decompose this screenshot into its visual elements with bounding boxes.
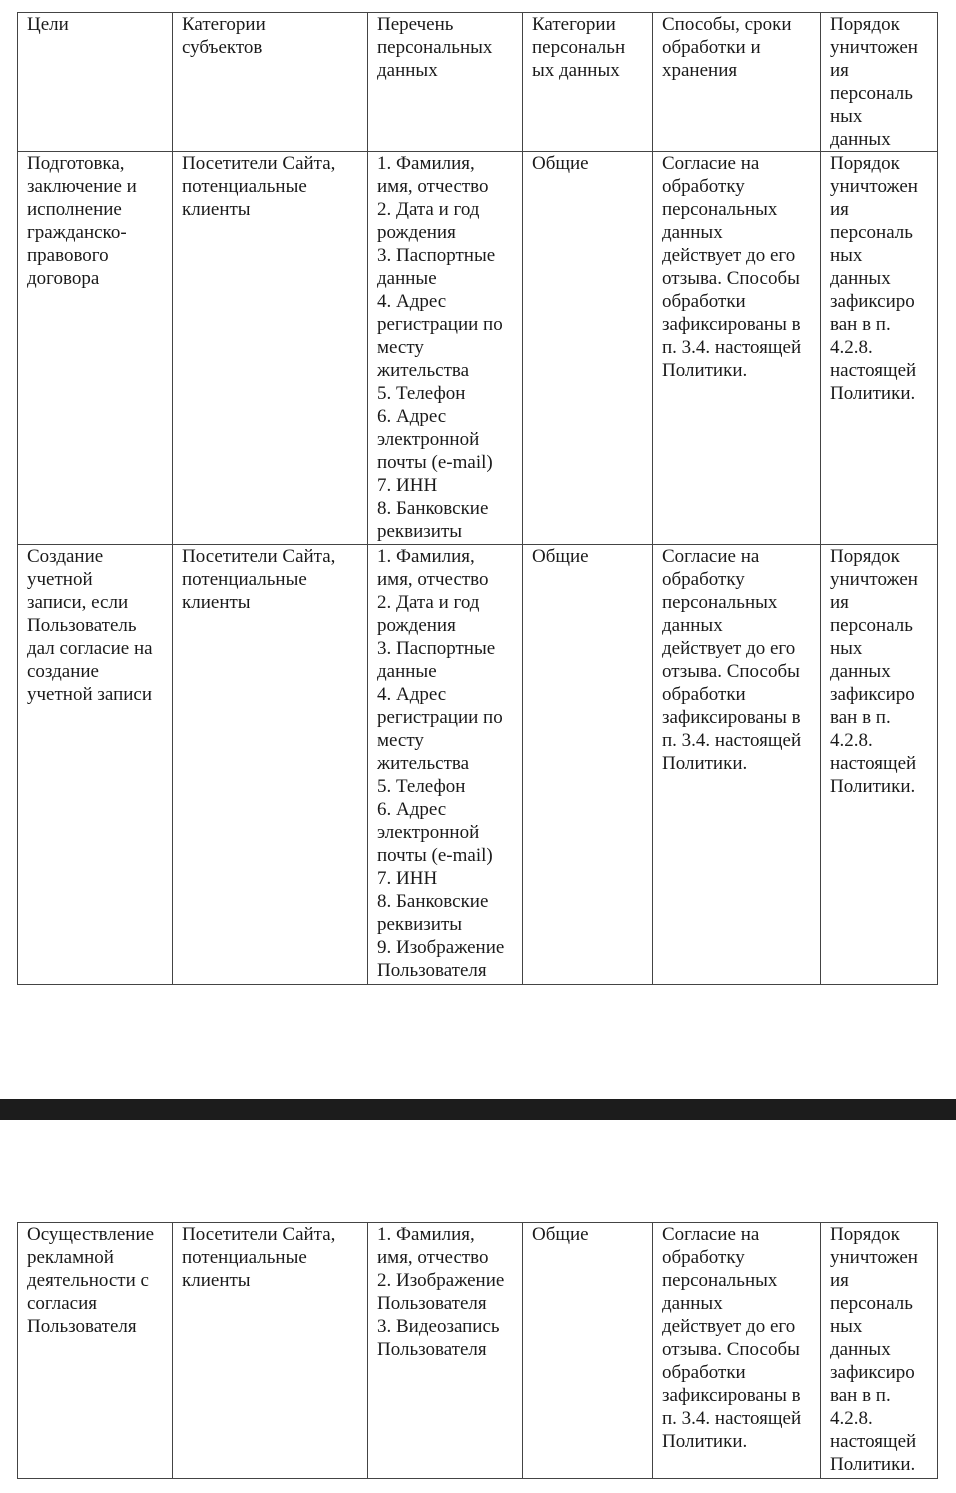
cell-text-line: потенциальные — [182, 569, 307, 590]
table-row — [18, 545, 938, 985]
cell-text-line: почты (e-mail) — [377, 452, 493, 473]
cell-text-line: 2. Изображение — [377, 1270, 505, 1291]
cell-text-line: 4. Адрес — [377, 684, 447, 705]
cell-text-line: ия — [830, 1270, 849, 1291]
cell-text-line: Подготовка, — [27, 153, 125, 174]
cell-text-line: персональных — [662, 592, 778, 613]
purpose-cell — [18, 152, 173, 545]
cell-text-line: клиенты — [182, 199, 251, 220]
cell-text-line: Политики. — [830, 383, 916, 404]
cell-text-line: данных — [830, 1339, 891, 1360]
cell-text-line: Политики. — [830, 1454, 916, 1475]
cell-text-line: правового — [27, 245, 109, 266]
cell-text-line: Политики. — [662, 1431, 748, 1452]
cell-text-line: Создание — [27, 546, 104, 567]
cell-text-line: уничтожен — [830, 37, 918, 58]
cell-text-line: Категории — [182, 14, 266, 35]
cell-text-line: Способы, сроки — [662, 14, 792, 35]
cell-text-line: 3. Видеозапись — [377, 1316, 500, 1337]
cell-text-line: 5. Телефон — [377, 383, 466, 404]
personal-data-table — [17, 12, 938, 985]
cell-text-line: персональ — [830, 222, 913, 243]
cell-text-line: учетной записи — [27, 684, 153, 705]
personal-data-table-continued — [17, 1222, 938, 1479]
cell-text-line: месту — [377, 337, 424, 358]
cell-text-line: учетной — [27, 569, 93, 590]
header-cell — [523, 13, 653, 152]
cell-text-line: 7. ИНН — [377, 475, 438, 496]
cell-text-line: Пользователя — [377, 960, 487, 981]
header-cell — [368, 13, 523, 152]
cell-text-line: Осуществление — [27, 1224, 155, 1245]
cell-text-line: Порядок — [830, 1224, 900, 1245]
cell-text-line: ван в п. — [830, 707, 891, 728]
cell-text-line: отзыва. Способы — [662, 661, 800, 682]
cell-text-line: заключение и — [27, 176, 137, 197]
destruction-cell — [821, 1223, 938, 1479]
cell-text-line: жительства — [377, 360, 470, 381]
cell-text-line: Политики. — [662, 360, 748, 381]
cell-text-line: Категории — [532, 14, 616, 35]
cell-text-line: обработки и — [662, 37, 761, 58]
cell-text-line: регистрации по — [377, 314, 503, 335]
cell-text-line: регистрации по — [377, 707, 503, 728]
cell-text-line: потенциальные — [182, 1247, 307, 1268]
table-header-row — [18, 13, 938, 152]
subjects-cell — [173, 1223, 368, 1479]
cell-text-line: данных — [830, 661, 891, 682]
header-cell — [18, 13, 173, 152]
processing-cell — [653, 152, 821, 545]
cell-text-line: персональ — [830, 615, 913, 636]
cell-text-line: 1. Фамилия, — [377, 546, 475, 567]
cell-text-line: 4. Адрес — [377, 291, 447, 312]
cell-text-line: ных — [830, 245, 863, 266]
cell-text-line: ван в п. — [830, 314, 891, 335]
cell-text-line: уничтожен — [830, 1247, 918, 1268]
cell-text-line: отзыва. Способы — [662, 1339, 800, 1360]
cell-text-line: данных — [377, 60, 438, 81]
cell-text-line: Пользователя — [377, 1293, 487, 1314]
cell-text-line: обработку — [662, 176, 745, 197]
cell-text-line: Общие — [532, 153, 589, 174]
cell-text-line: обработки — [662, 684, 746, 705]
cell-text-line: жительства — [377, 753, 470, 774]
cell-text-line: Согласие на — [662, 546, 760, 567]
cell-text-line: ия — [830, 592, 849, 613]
cell-text-line: 9. Изображение — [377, 937, 505, 958]
cell-text-line: 2. Дата и год — [377, 592, 480, 613]
cell-text-line: данных — [662, 222, 723, 243]
cell-text-line: п. 3.4. настоящей — [662, 730, 802, 751]
cell-text-line: 2. Дата и год — [377, 199, 480, 220]
cell-text-line: 6. Адрес — [377, 799, 447, 820]
header-cell — [821, 13, 938, 152]
cell-text-line: ых данных — [532, 60, 620, 81]
cell-text-line: ных — [830, 1316, 863, 1337]
cell-text-line: дал согласие на — [27, 638, 153, 659]
purpose-cell — [18, 1223, 173, 1479]
cell-text-line: данные — [377, 268, 437, 289]
cell-text-line: электронной — [377, 822, 480, 843]
cell-text-line: 1. Фамилия, — [377, 1224, 475, 1245]
cell-text-line: Пользователь — [27, 615, 137, 636]
cell-text-line: зафиксиро — [830, 291, 915, 312]
cell-text-line: Посетители Сайта, — [182, 1224, 336, 1245]
cell-text-line: Посетители Сайта, — [182, 153, 336, 174]
destruction-cell — [821, 545, 938, 985]
purpose-cell — [18, 545, 173, 985]
cell-text-line: ия — [830, 199, 849, 220]
cell-text-line: месту — [377, 730, 424, 751]
cell-text-line: Пользователя — [27, 1316, 137, 1337]
cell-text-line: согласия — [27, 1293, 98, 1314]
cell-text-line: уничтожен — [830, 176, 918, 197]
cell-text-line: Политики. — [830, 776, 916, 797]
table-row — [18, 1223, 938, 1479]
cell-text-line: исполнение — [27, 199, 122, 220]
cell-text-line: ия — [830, 60, 849, 81]
cell-text-line: обработки — [662, 1362, 746, 1383]
processing-cell — [653, 545, 821, 985]
cell-text-line: зафиксированы в — [662, 314, 801, 335]
cell-text-line: зафиксиро — [830, 684, 915, 705]
cell-text-line: 3. Паспортные — [377, 245, 496, 266]
cell-text-line: данные — [377, 661, 437, 682]
cell-text-line: Пользователя — [377, 1339, 487, 1360]
subjects-cell — [173, 545, 368, 985]
cell-text-line: 1. Фамилия, — [377, 153, 475, 174]
cell-text-line: ных — [830, 106, 863, 127]
cell-text-line: почты (e-mail) — [377, 845, 493, 866]
cell-text-line: персональн — [532, 37, 626, 58]
cell-text-line: данных — [662, 1293, 723, 1314]
cell-text-line: 8. Банковские — [377, 498, 489, 519]
cell-text-line: 4.2.8. — [830, 1408, 873, 1429]
cell-text-line: гражданско- — [27, 222, 127, 243]
cell-text-line: ных — [830, 638, 863, 659]
data-list-cell — [368, 545, 523, 985]
cell-text-line: Порядок — [830, 14, 900, 35]
cell-text-line: 3. Паспортные — [377, 638, 496, 659]
cell-text-line: 7. ИНН — [377, 868, 438, 889]
cell-text-line: действует до его — [662, 638, 796, 659]
cell-text-line: ван в п. — [830, 1385, 891, 1406]
cell-text-line: потенциальные — [182, 176, 307, 197]
cell-text-line: Перечень — [377, 14, 454, 35]
cell-text-line: п. 3.4. настоящей — [662, 1408, 802, 1429]
cell-text-line: клиенты — [182, 592, 251, 613]
cell-text-line: действует до его — [662, 1316, 796, 1337]
cell-text-line: действует до его — [662, 245, 796, 266]
cell-text-line: персональных — [377, 37, 493, 58]
cell-text-line: настоящей — [830, 360, 917, 381]
cell-text-line: 5. Телефон — [377, 776, 466, 797]
cell-text-line: 4.2.8. — [830, 337, 873, 358]
processing-cell — [653, 1223, 821, 1479]
cell-text-line: отзыва. Способы — [662, 268, 800, 289]
cell-text-line: Порядок — [830, 153, 900, 174]
cell-text-line: деятельности с — [27, 1270, 149, 1291]
cell-text-line: Политики. — [662, 753, 748, 774]
data-list-cell — [368, 152, 523, 545]
cell-text-line: Порядок — [830, 546, 900, 567]
cell-text-line: данных — [830, 268, 891, 289]
cell-text-line: персональных — [662, 199, 778, 220]
table-row — [18, 152, 938, 545]
cell-text-line: хранения — [662, 60, 738, 81]
data-list-cell — [368, 1223, 523, 1479]
cell-text-line: Посетители Сайта, — [182, 546, 336, 567]
cell-text-line: реквизиты — [377, 914, 463, 935]
cell-text-line: 6. Адрес — [377, 406, 447, 427]
cell-text-line: клиенты — [182, 1270, 251, 1291]
cell-text-line: имя, отчество — [377, 569, 489, 590]
cell-text-line: обработку — [662, 569, 745, 590]
cell-text-line: данных — [662, 615, 723, 636]
cell-text-line: персональных — [662, 1270, 778, 1291]
subjects-cell — [173, 152, 368, 545]
cell-text-line: настоящей — [830, 1431, 917, 1452]
cell-text-line: 4.2.8. — [830, 730, 873, 751]
cell-text-line: Общие — [532, 1224, 589, 1245]
cell-text-line: персональ — [830, 83, 913, 104]
cell-text-line: создание — [27, 661, 99, 682]
cell-text-line: зафиксированы в — [662, 707, 801, 728]
cell-text-line: персональ — [830, 1293, 913, 1314]
cell-text-line: электронной — [377, 429, 480, 450]
cell-text-line: п. 3.4. настоящей — [662, 337, 802, 358]
cell-text-line: имя, отчество — [377, 1247, 489, 1268]
page-divider — [0, 1099, 956, 1120]
cell-text-line: рождения — [377, 615, 456, 636]
cell-text-line: обработки — [662, 291, 746, 312]
data-category-cell — [523, 152, 653, 545]
cell-text-line: договора — [27, 268, 100, 289]
data-category-cell — [523, 545, 653, 985]
cell-text-line: Согласие на — [662, 1224, 760, 1245]
cell-text-line: Согласие на — [662, 153, 760, 174]
cell-text-line: уничтожен — [830, 569, 918, 590]
cell-text-line: реквизиты — [377, 521, 463, 542]
cell-text-line: зафиксированы в — [662, 1385, 801, 1406]
cell-text-line: имя, отчество — [377, 176, 489, 197]
cell-text-line: зафиксиро — [830, 1362, 915, 1383]
cell-text-line: записи, если — [27, 592, 129, 613]
cell-text-line: рекламной — [27, 1247, 114, 1268]
cell-text-line: рождения — [377, 222, 456, 243]
header-cell — [173, 13, 368, 152]
header-cell — [653, 13, 821, 152]
data-category-cell — [523, 1223, 653, 1479]
cell-text-line: настоящей — [830, 753, 917, 774]
destruction-cell — [821, 152, 938, 545]
cell-text-line: данных — [830, 129, 891, 150]
cell-text-line: обработку — [662, 1247, 745, 1268]
cell-text-line: Общие — [532, 546, 589, 567]
cell-text-line: Цели — [27, 14, 69, 35]
cell-text-line: субъектов — [182, 37, 263, 58]
cell-text-line: 8. Банковские — [377, 891, 489, 912]
